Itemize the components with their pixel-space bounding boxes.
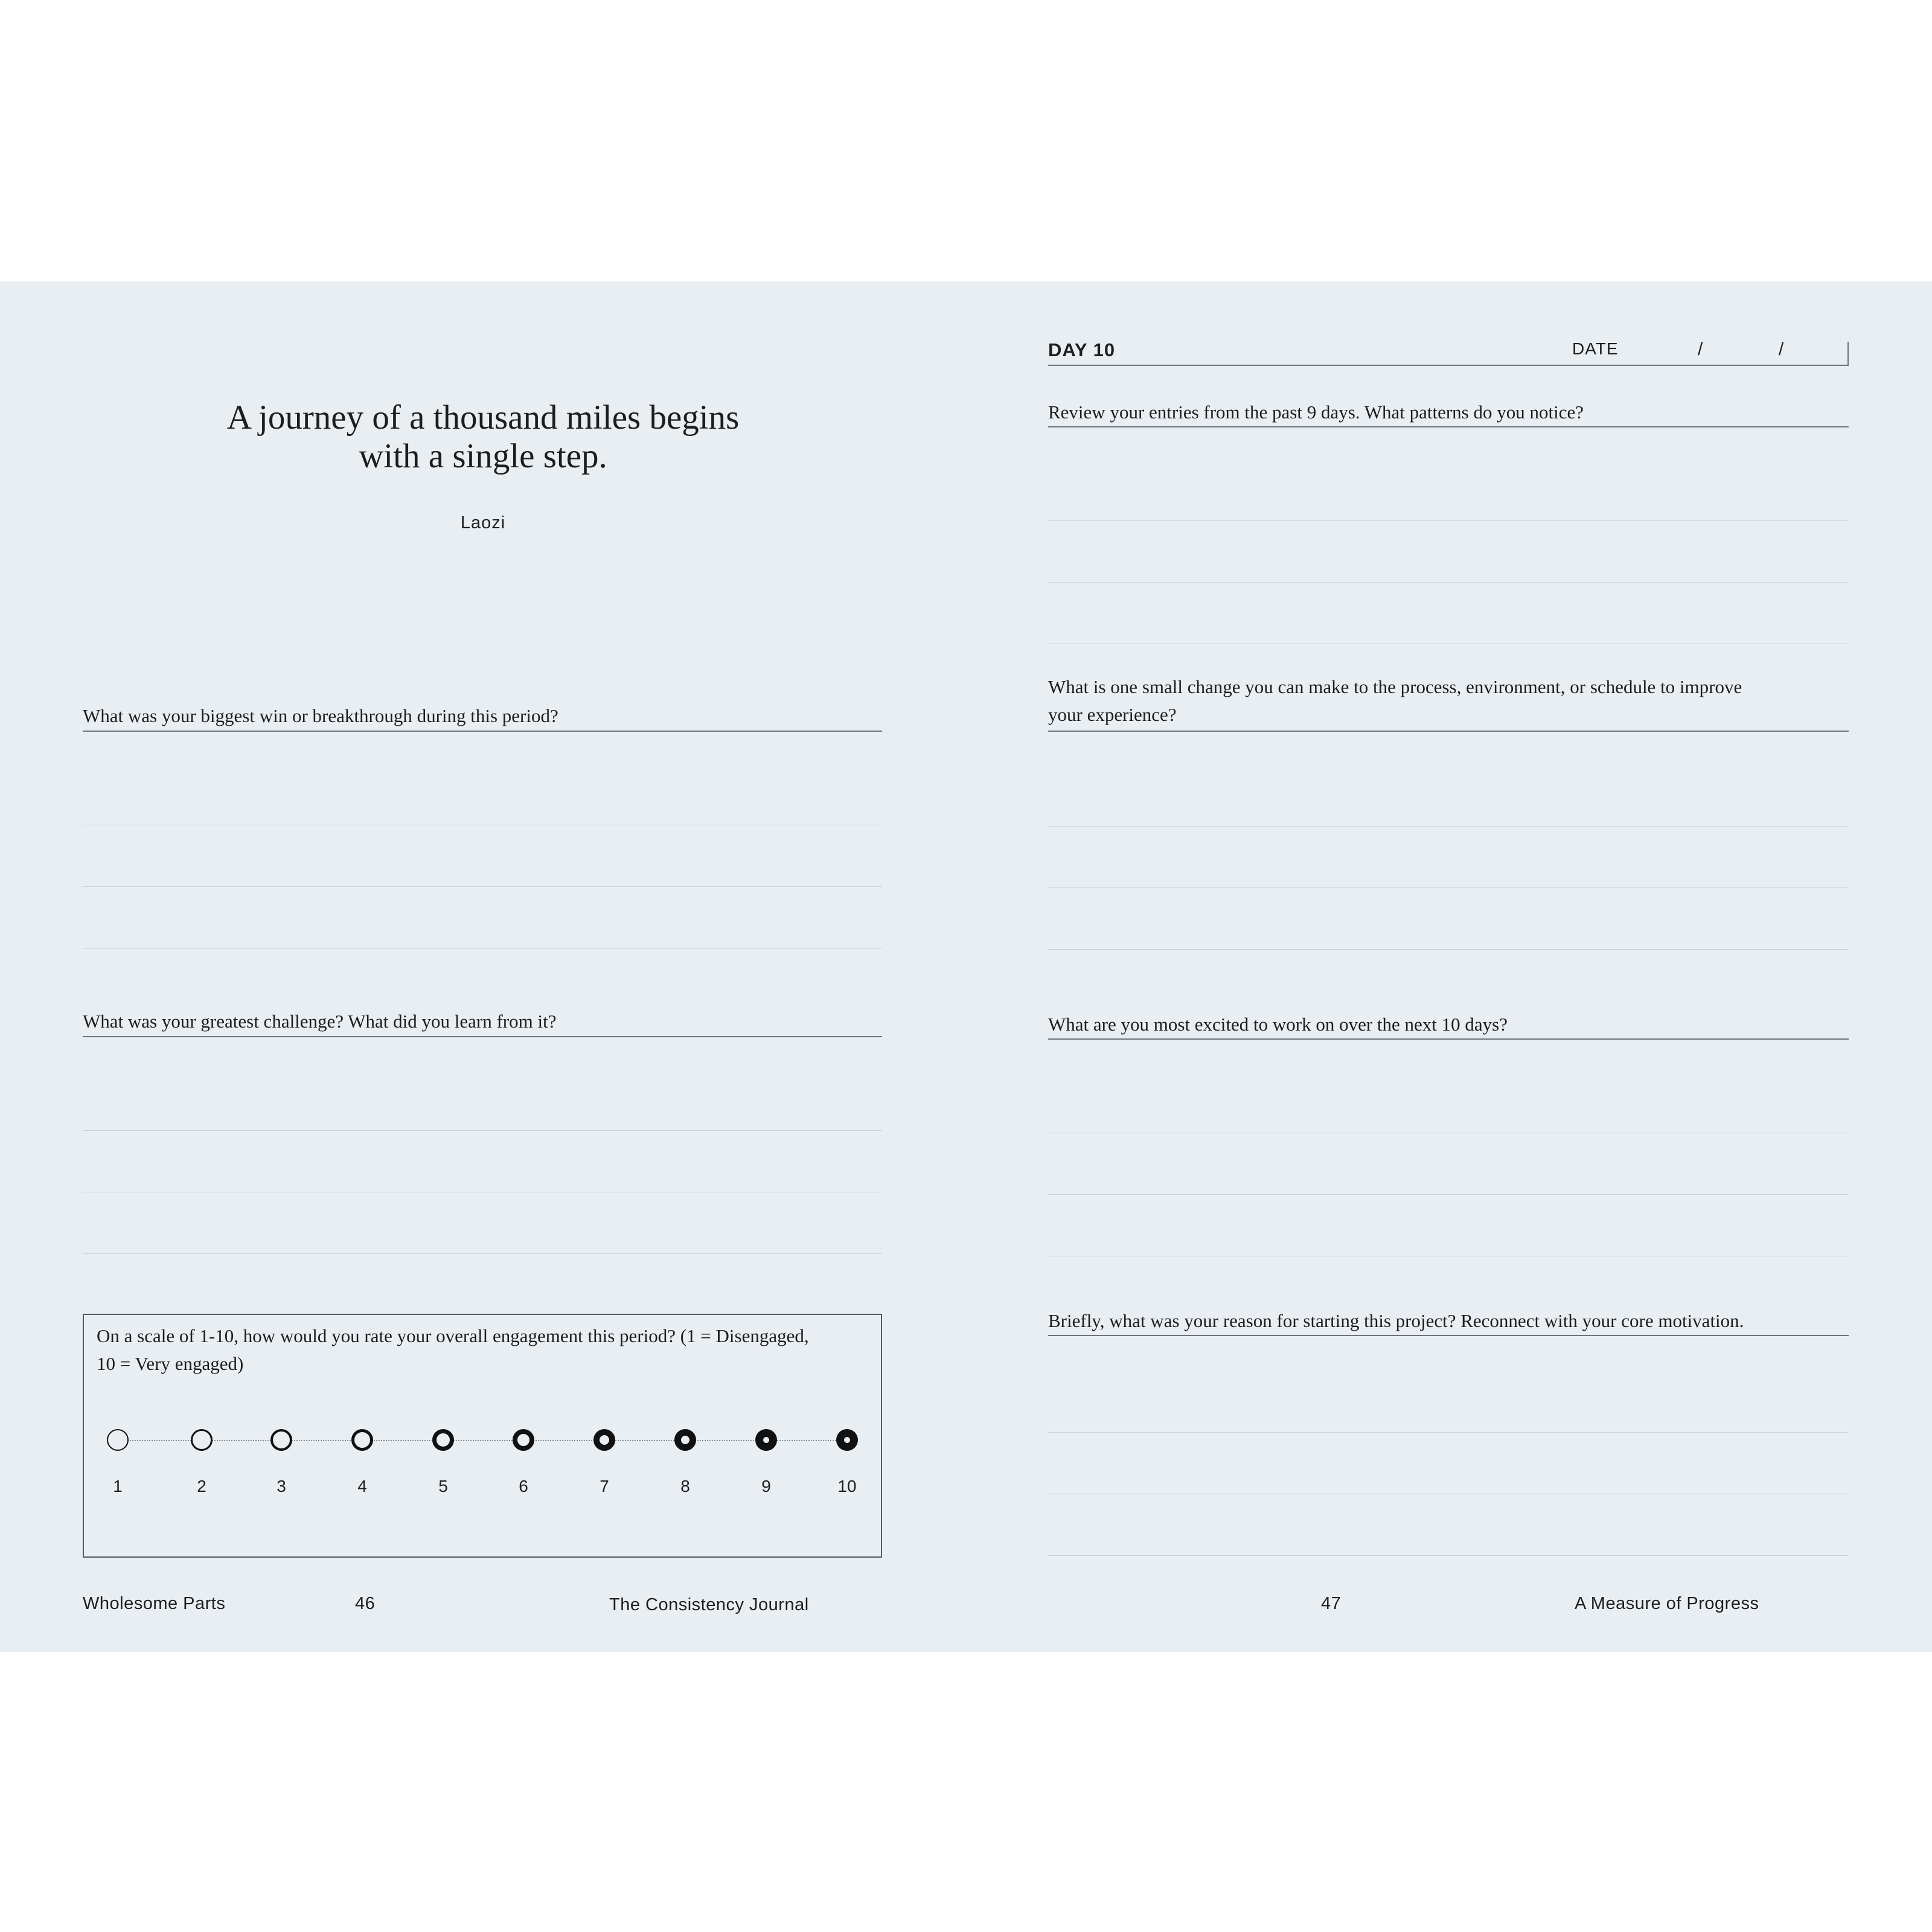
- answer-line[interactable]: [83, 1253, 882, 1254]
- question-biggest-win: What was your biggest win or breakthrough during this period?: [83, 705, 558, 726]
- answer-line[interactable]: [1048, 1555, 1849, 1556]
- answer-line[interactable]: [1048, 826, 1849, 827]
- rating-number-4: 4: [357, 1477, 367, 1495]
- question-line: Briefly, what was your reason for starting this project? Reconnect with your core motivation.: [1048, 1310, 1744, 1331]
- rating-circle-10[interactable]: [836, 1429, 858, 1451]
- question-line-2: your experience?: [1048, 704, 1177, 725]
- question-most-excited: [1048, 1011, 1849, 1038]
- date-field-end-tick: [1847, 342, 1849, 366]
- rating-number-10: 10: [837, 1477, 857, 1495]
- footer-page-number-left: 46: [355, 1594, 376, 1613]
- question-review-patterns: [1048, 398, 1849, 426]
- day-label: DAY 10: [1048, 339, 1116, 360]
- date-field-rule[interactable]: [1048, 365, 1849, 366]
- rating-question-line-1: On a scale of 1-10, how would you rate your overall engagement this period? (1 = Disengaged,: [97, 1325, 809, 1346]
- footer-page-number-right: 47: [1321, 1594, 1342, 1613]
- date-separator: /: [1779, 339, 1784, 359]
- rating-dotted-track: [118, 1440, 848, 1441]
- quote-line-1: A journey of a thousand miles begins: [226, 398, 740, 437]
- question-core-motivation: [1048, 1307, 1849, 1335]
- rating-number-6: 6: [519, 1477, 528, 1495]
- rating-number-7: 7: [600, 1477, 609, 1495]
- answer-line[interactable]: [1048, 582, 1849, 583]
- question-line-1: What is one small change you can make to the process, environment, or schedule to improve: [1048, 676, 1742, 697]
- rating-circle-7[interactable]: [593, 1429, 615, 1451]
- question-rule: [1048, 1335, 1849, 1336]
- engagement-rating-question: [97, 1322, 869, 1378]
- question-rule: [1048, 426, 1849, 427]
- quote-author: Laozi: [460, 513, 506, 533]
- answer-line[interactable]: [1048, 949, 1849, 950]
- footer-brand: Wholesome Parts: [83, 1594, 226, 1613]
- answer-line[interactable]: [1048, 520, 1849, 521]
- answer-line[interactable]: [83, 886, 882, 887]
- quote-line-2: with a single step.: [359, 437, 607, 475]
- question-rule: [1048, 731, 1849, 732]
- rating-circle-4[interactable]: [351, 1429, 373, 1451]
- question-line: What are you most excited to work on over the next 10 days?: [1048, 1014, 1508, 1035]
- rating-number-5: 5: [438, 1477, 448, 1495]
- rating-number-1: 1: [113, 1477, 123, 1495]
- answer-line[interactable]: [83, 1130, 882, 1131]
- rating-number-3: 3: [277, 1477, 286, 1495]
- answer-line[interactable]: [1048, 1194, 1849, 1195]
- question-rule: [83, 1036, 882, 1037]
- question-rule: [1048, 1038, 1849, 1040]
- footer-book-title: The Consistency Journal: [609, 1595, 809, 1614]
- rating-circle-3[interactable]: [270, 1429, 292, 1451]
- rating-circle-8[interactable]: [674, 1429, 696, 1451]
- rating-circle-2[interactable]: [191, 1429, 213, 1451]
- question-rule: [83, 731, 882, 732]
- date-separator: /: [1698, 339, 1703, 359]
- date-label: DATE: [1572, 339, 1619, 358]
- rating-circle-6[interactable]: [513, 1429, 534, 1451]
- quote-text: [109, 398, 857, 476]
- rating-number-2: 2: [197, 1477, 206, 1495]
- question-line: Review your entries from the past 9 days. What patterns do you notice?: [1048, 401, 1584, 423]
- rating-circle-9[interactable]: [755, 1429, 777, 1451]
- rating-circle-1[interactable]: [107, 1429, 129, 1451]
- question-small-change: [1048, 673, 1849, 729]
- answer-line[interactable]: [1048, 1432, 1849, 1433]
- rating-question-line-2: 10 = Very engaged): [97, 1353, 244, 1374]
- rating-circle-5[interactable]: [432, 1429, 454, 1451]
- rating-number-9: 9: [761, 1477, 771, 1495]
- footer-section-title: A Measure of Progress: [1575, 1594, 1759, 1613]
- rating-number-8: 8: [680, 1477, 690, 1495]
- question-greatest-challenge: What was your greatest challenge? What did you learn from it?: [83, 1011, 557, 1032]
